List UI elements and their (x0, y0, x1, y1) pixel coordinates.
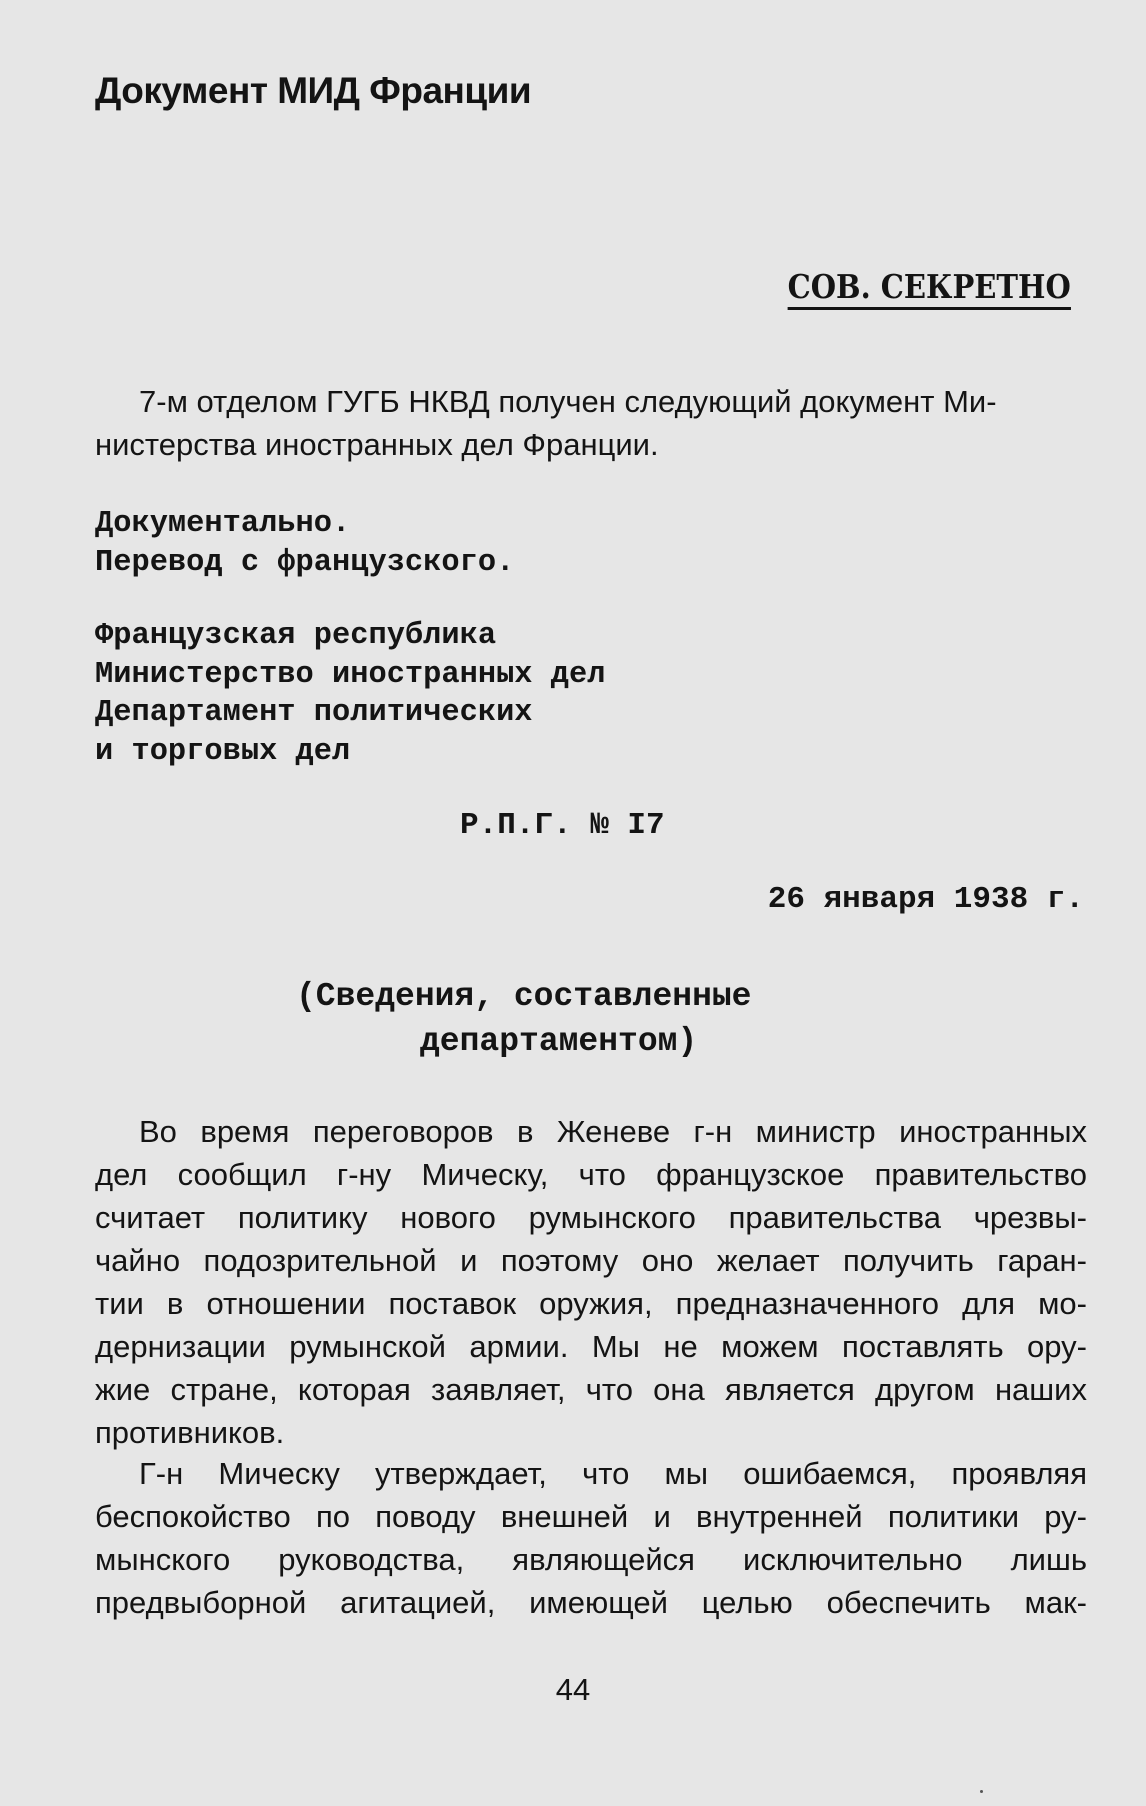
document-date: 26 января 1938 г. (767, 882, 1084, 917)
paragraph-line: чайно подозрительной и поэтому оно желает получить гаран- (95, 1243, 1087, 1278)
paragraph-line: Во время переговоров в Женеве г-н министр иностранных (139, 1114, 1087, 1149)
body-paragraph-1 (95, 1110, 1087, 1454)
typed-note-documentary: Документально. (95, 506, 351, 541)
subtitle-line: департаментом) (420, 1023, 698, 1060)
intro-paragraph (95, 380, 1085, 466)
intro-line: 7-м отделом ГУГБ НКВД получен следующий документ Ми- (139, 384, 997, 419)
paragraph-line: Г-н Мическу утверждает, что мы ошибаемся, проявляя (139, 1456, 1087, 1491)
paragraph-line: тии в отношении поставок оружия, предназначенного для мо- (95, 1286, 1087, 1321)
document-title: Документ МИД Франции (95, 70, 532, 111)
sender-line: Департамент политических (95, 695, 533, 730)
paragraph-line: жие стране, которая заявляет, что она является другом наших (95, 1372, 1087, 1407)
intro-line: нистерства иностранных дел Франции. (95, 427, 659, 462)
subtitle-line: (Сведения, составленные (296, 978, 752, 1015)
sender-line: Французская республика (95, 618, 497, 653)
page-number: 44 (555, 1672, 591, 1707)
sender-line: и торговых дел (95, 734, 351, 769)
scan-speck (980, 1790, 983, 1793)
paragraph-line: предвыборной агитацией, имеющей целью обеспечить мак- (95, 1585, 1087, 1620)
paragraph-line: дернизации румынской армии. Мы не можем поставлять ору- (95, 1329, 1087, 1364)
paragraph-line: противников. (95, 1415, 285, 1450)
paragraph-line: считает политику нового румынского правительства чрезвы- (95, 1200, 1087, 1235)
sender-line: Министерство иностранных дел (95, 657, 606, 692)
classification-stamp: СОВ. СЕКРЕТНО (788, 268, 1071, 310)
reference-number: Р.П.Г. № I7 (460, 808, 665, 843)
paragraph-line: дел сообщил г-ну Мическу, что французское правительство (95, 1157, 1087, 1192)
paragraph-line: мынского руководства, являющейся исключительно лишь (95, 1542, 1087, 1577)
typed-note-translation: Перевод с французского. (95, 545, 515, 580)
body-paragraph-2 (95, 1452, 1087, 1624)
paragraph-line: беспокойство по поводу внешней и внутренней политики ру- (95, 1499, 1087, 1534)
